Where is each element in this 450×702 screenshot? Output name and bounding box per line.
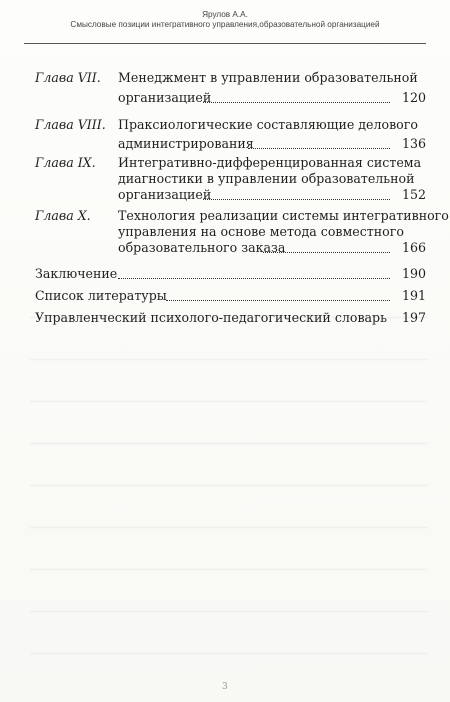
dot-leader bbox=[248, 148, 390, 149]
chapter-label: Глава IX. bbox=[35, 155, 96, 170]
section-title: Заключение bbox=[35, 266, 118, 281]
chapter-title-line: Интегративно-дифференцированная система bbox=[118, 155, 422, 170]
chapter-title-line: управления на основе метода совместного bbox=[118, 224, 404, 239]
chapter-label: Глава VIII. bbox=[35, 117, 106, 132]
chapter-title-line: администрирования bbox=[118, 136, 254, 151]
chapter-label: Глава X. bbox=[35, 208, 91, 223]
chapter-title-line: Менеджмент в управлении образовательной bbox=[118, 70, 418, 85]
chapter-title-line: диагностики в управлении образовательной bbox=[118, 171, 415, 186]
chapter-title-line: образовательного заказа bbox=[118, 240, 286, 255]
dot-leader bbox=[203, 199, 390, 200]
page-number: 191 bbox=[401, 288, 426, 303]
page-number: 120 bbox=[401, 90, 426, 105]
page-number: 136 bbox=[401, 136, 426, 151]
reverse-side-show-through bbox=[30, 300, 428, 672]
chapter-label: Глава VII. bbox=[35, 70, 101, 85]
header-divider bbox=[24, 43, 426, 44]
chapter-title-line: Технология реализации системы интегративного bbox=[118, 208, 449, 223]
section-title: Список литературы bbox=[35, 288, 167, 303]
dot-leader bbox=[118, 278, 390, 279]
dot-leader bbox=[263, 252, 390, 253]
page-number: 152 bbox=[401, 187, 426, 202]
chapter-title-line: Праксиологические составляющие делового bbox=[118, 117, 418, 132]
running-header bbox=[24, 10, 426, 30]
chapter-title-line: организацией bbox=[118, 90, 212, 105]
page-number: 197 bbox=[401, 310, 426, 325]
dot-leader bbox=[203, 102, 390, 103]
header-author: Ярулов А.А. bbox=[202, 10, 248, 19]
chapter-title-line: организацией bbox=[118, 187, 212, 202]
page-mark: 3 bbox=[222, 682, 228, 692]
page-number: 166 bbox=[401, 240, 426, 255]
section-title: Управленческий психолого-педагогический словарь bbox=[35, 310, 387, 325]
header-book-title: Смысловые позиции интегративного управления,образовательной организацией bbox=[70, 20, 380, 29]
dot-leader bbox=[166, 300, 390, 301]
page-number: 190 bbox=[401, 266, 426, 281]
